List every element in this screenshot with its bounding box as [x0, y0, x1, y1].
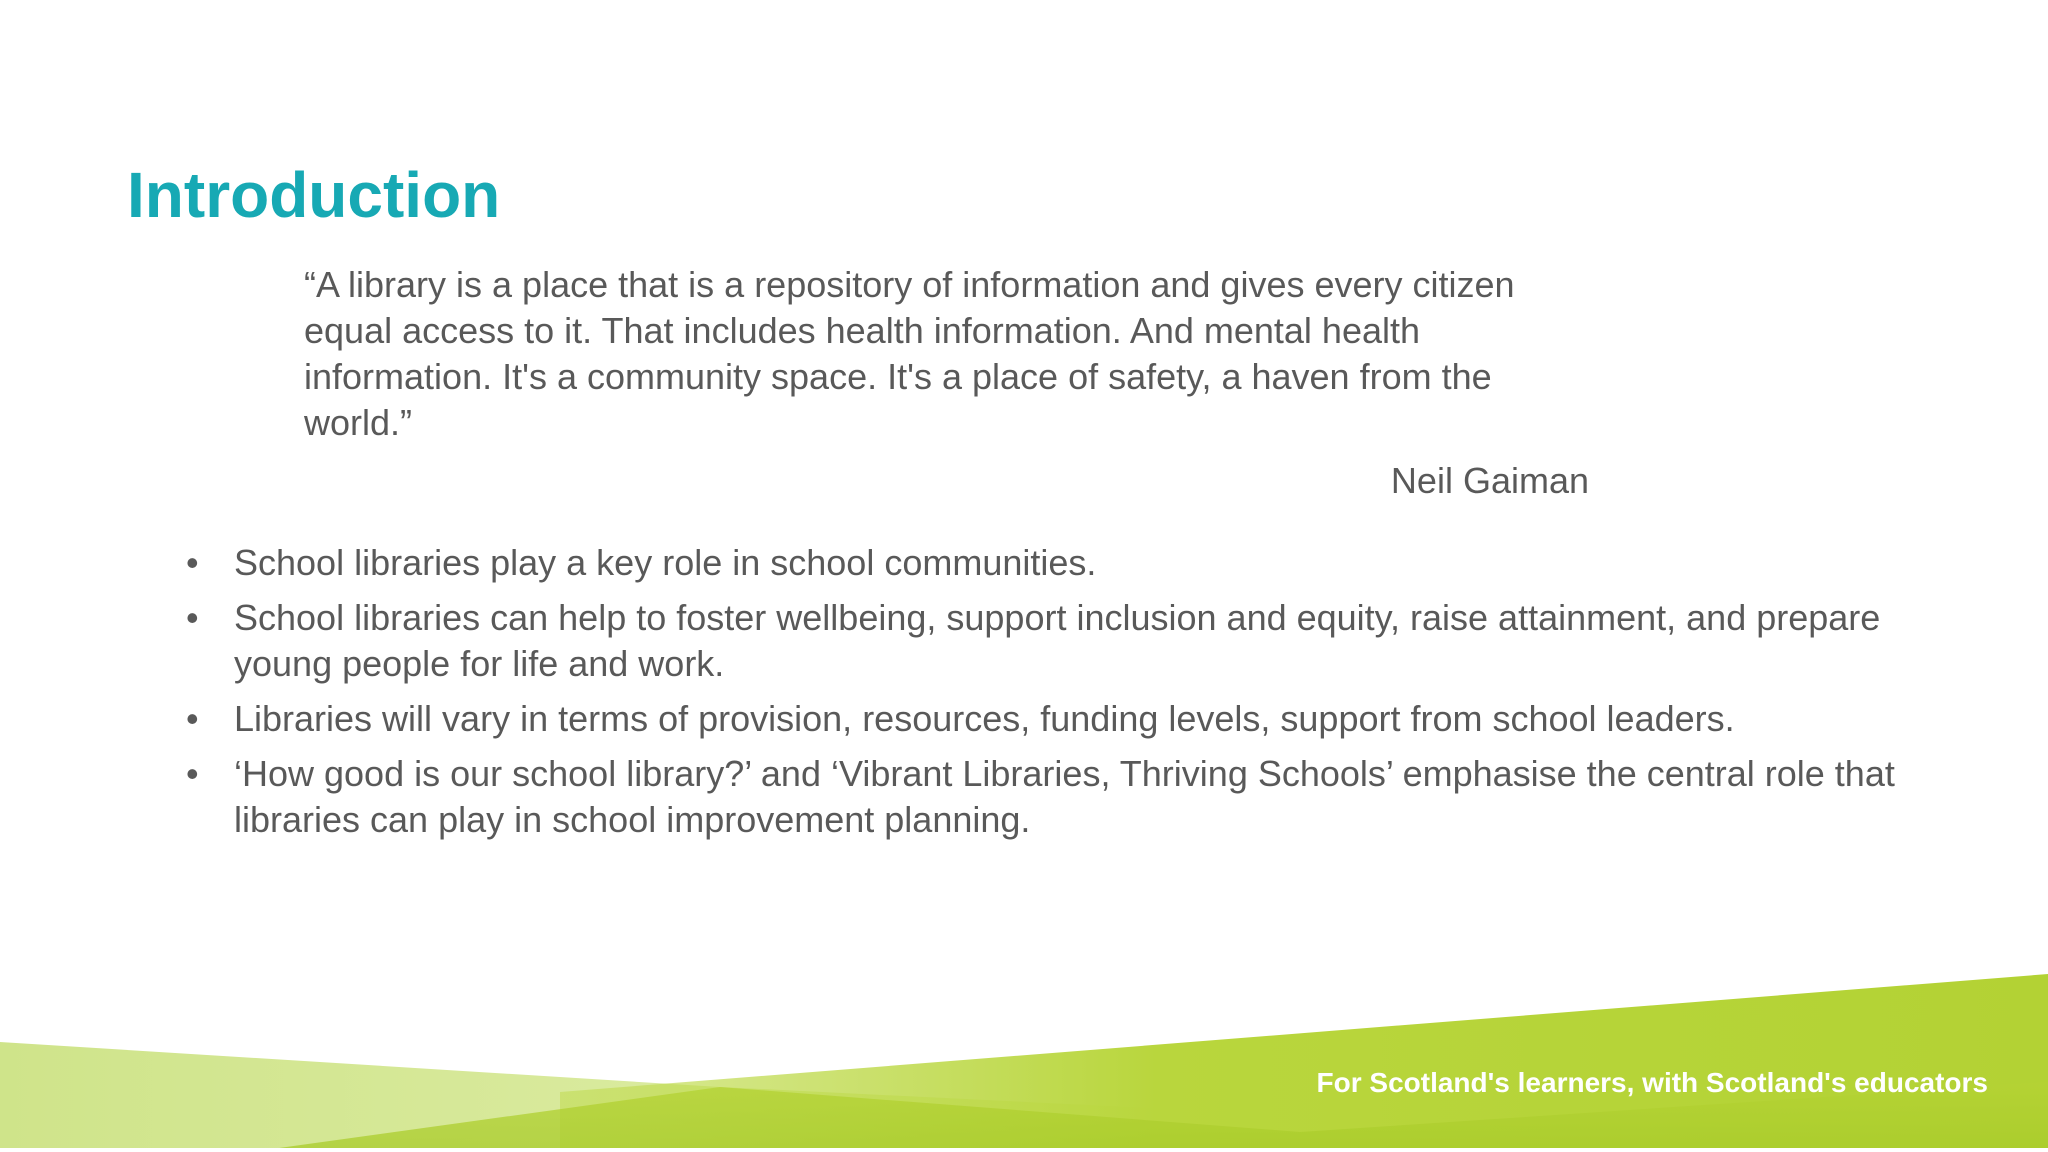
bullet-item	[186, 540, 1976, 586]
footer-tagline: For Scotland's learners, with Scotland's educators	[1316, 1067, 1988, 1098]
bullet-icon: •	[186, 753, 199, 794]
quote-text: “A library is a place that is a repository of information and gives every citizen equal access to it. That includes health information. And mental health information. It's a community space. It's a place of safety, a haven from the world.”	[304, 264, 1515, 443]
bullet-text: School libraries can help to foster wellbeing, support inclusion and equity, raise attainment, and prepare young people for life and work.	[234, 597, 1881, 684]
footer-band	[0, 932, 2048, 1152]
bullet-icon: •	[186, 542, 199, 583]
bullet-icon: •	[186, 597, 199, 638]
footer-bottom-strip	[0, 1148, 2048, 1152]
quote-author: Neil Gaiman	[1390, 460, 1589, 501]
slide-title: Introduction	[127, 159, 501, 231]
bullet-icon: •	[186, 698, 199, 739]
bullet-list	[186, 540, 1976, 852]
bullet-item	[186, 696, 1976, 742]
bullet-text: School libraries play a key role in school communities.	[234, 542, 1097, 583]
bullet-item	[186, 751, 1976, 843]
quote-block	[304, 262, 1604, 504]
footer-wave-graphic	[0, 932, 2048, 1152]
bullet-text: ‘How good is our school library?’ and ‘Vibrant Libraries, Thriving Schools’ emphasise the central role that libraries can play in school improvement planning.	[234, 753, 1895, 840]
bullet-text: Libraries will vary in terms of provision, resources, funding levels, support from school leaders.	[234, 698, 1735, 739]
bullet-item	[186, 595, 1976, 687]
